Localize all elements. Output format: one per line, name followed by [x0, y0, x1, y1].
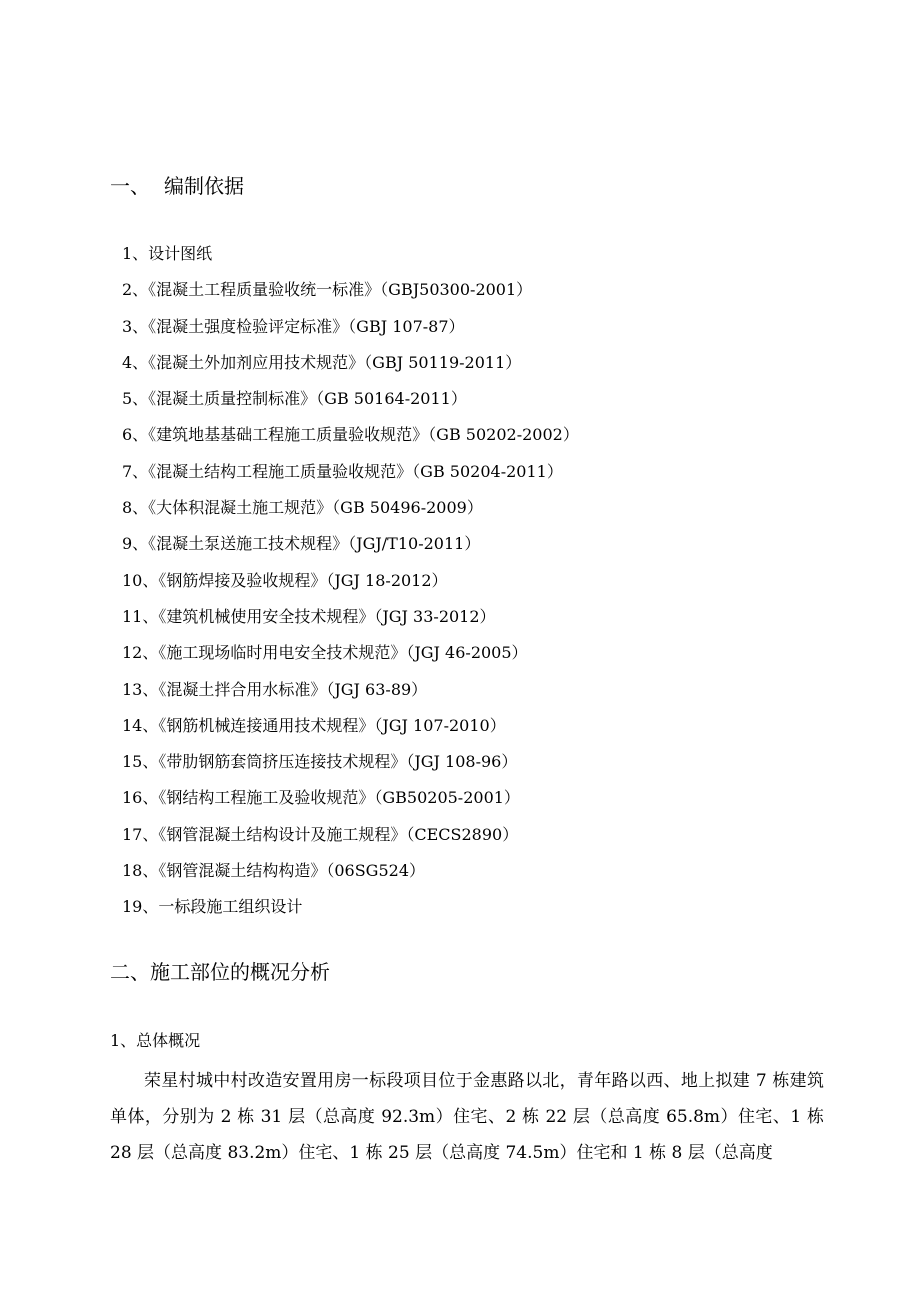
list-item: 5、《混凝土质量控制标准》（GB 50164-2011） [122, 389, 467, 409]
list-item: 1、设计图纸 [122, 244, 213, 263]
section-heading-1 [110, 172, 244, 200]
list-item: 4、《混凝土外加剂应用技术规范》（GBJ 50119-2011） [122, 352, 522, 372]
section-number: 一、 [110, 174, 150, 198]
list-item: 16、《钢结构工程施工及验收规范》（GB50205-2001） [122, 788, 520, 808]
list-item: 12、《施工现场临时用电安全技术规范》（JGJ 46-2005） [122, 643, 528, 663]
list-item: 9、《混凝土泵送施工技术规程》（JGJ/T10-2011） [122, 534, 481, 554]
section-heading-2: 二、施工部位的概况分析 [110, 960, 330, 984]
list-item: 17、《钢管混凝土结构设计及施工规程》（CECS2890） [122, 824, 519, 844]
list-item: 3、《混凝土强度检验评定标准》（GBJ 107-87） [122, 316, 465, 336]
list-item: 13、《混凝土拌合用水标准》（JGJ 63-89） [122, 679, 428, 699]
overview-paragraph: 荣星村城中村改造安置用房一标段项目位于金惠路以北，青年路以西、地上拟建 7 栋建筑单体，分别为 2 栋 31 层（总高度 92.3m）住宅、2 栋 22 层（总高度 65.8m）住宅、1 栋 28 层（总高度 83.2m）住宅、1 栋 25 层（总高度 74.5m）住宅和 1 栋 8 层（总高度 [110, 1071, 824, 1163]
list-item: 15、《带肋钢筋套筒挤压连接技术规程》（JGJ 108-96） [122, 752, 518, 772]
list-item: 18、《钢管混凝土结构构造》（06SG524） [122, 861, 426, 881]
list-item: 6、《建筑地基基础工程施工质量验收规范》（GB 50202-2002） [122, 425, 579, 445]
list-item: 14、《钢筋机械连接通用技术规程》（JGJ 107-2010） [122, 715, 506, 735]
list-item: 19、一标段施工组织设计 [122, 897, 303, 917]
list-item: 10、《钢筋焊接及验收规程》（JGJ 18-2012） [122, 570, 448, 590]
list-item: 7、《混凝土结构工程施工质量验收规范》（GB 50204-2011） [122, 461, 563, 481]
list-item: 8、《大体积混凝土施工规范》（GB 50496-2009） [122, 498, 483, 518]
list-item: 11、《建筑机械使用安全技术规程》（JGJ 33-2012） [122, 606, 496, 626]
subsection-heading: 1、总体概况 [110, 1031, 201, 1050]
reference-list [122, 240, 579, 930]
section-title: 编制依据 [164, 174, 244, 198]
list-item: 2、《混凝土工程质量验收统一标准》（GBJ50300-2001） [122, 280, 533, 300]
